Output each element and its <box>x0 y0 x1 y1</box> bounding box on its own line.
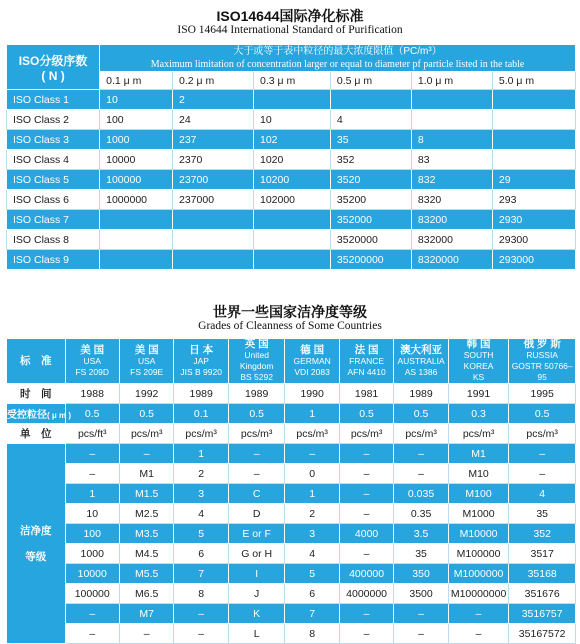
concentration-cell: 2930 <box>492 210 575 230</box>
grade-cell: 10000 <box>65 564 119 584</box>
concentration-cell: 35200000 <box>330 250 411 270</box>
grade-cell: – <box>339 484 393 504</box>
grade-cell: 5 <box>285 564 339 584</box>
particle-row-cell: 1 <box>285 404 339 424</box>
unit-row-cell: pcs/m³ <box>509 424 576 444</box>
grade-cell: M2.5 <box>119 504 173 524</box>
concentration-cell: 8 <box>411 130 492 150</box>
standard-code: BS 5292 <box>240 372 273 382</box>
grade-cell: M1000000 <box>448 564 509 584</box>
standard-code: AFN 4410 <box>347 366 386 377</box>
grade-cell: 7 <box>285 604 339 624</box>
standard-code: VDI 2083 <box>294 366 330 377</box>
concentration-cell: 10 <box>100 90 173 110</box>
grade-cell: – <box>448 604 509 624</box>
grade-cell: – <box>285 444 339 464</box>
grade-cell: – <box>65 444 119 464</box>
country-name: 英 国 <box>244 338 269 350</box>
grade-row <box>7 524 576 544</box>
concentration-cell: 102000 <box>253 190 330 210</box>
unit-row-cell: pcs/m³ <box>285 424 339 444</box>
country-name: 俄 罗 斯 <box>523 338 561 350</box>
grade-cell: 35 <box>394 544 448 564</box>
country-name-en: USA <box>83 355 101 366</box>
concentration-cell <box>100 230 173 250</box>
grade-cell: – <box>65 624 119 644</box>
grade-cell: M4.5 <box>119 544 173 564</box>
grade-label-line2: 等级 <box>25 550 47 563</box>
concentration-cell <box>173 230 254 250</box>
grade-cell: 100 <box>65 524 119 544</box>
concentration-cell: 35200 <box>330 190 411 210</box>
concentration-cell <box>253 230 330 250</box>
grade-cell: J <box>228 584 284 604</box>
grade-cell: M7 <box>119 604 173 624</box>
grade-cell: G or H <box>228 544 284 564</box>
grade-cell: 3.5 <box>394 524 448 544</box>
country-name: 澳大利亚 <box>400 343 443 356</box>
unit-row <box>7 424 576 444</box>
countries-grades-table <box>6 338 576 644</box>
grade-cell: 0.35 <box>394 504 448 524</box>
grade-cell: – <box>65 464 119 484</box>
unit-row-cell: pcs/m³ <box>339 424 393 444</box>
grade-cell: – <box>228 444 284 464</box>
particle-row-cell: 0.5 <box>339 404 393 424</box>
grade-cell: 1 <box>285 484 339 504</box>
country-name-en: RUSSIA <box>526 350 558 360</box>
grade-row <box>7 584 576 604</box>
grade-cell: – <box>228 464 284 484</box>
particle-label-text: 受控粒径 <box>7 410 47 421</box>
grade-cell: M10000 <box>448 524 509 544</box>
particle-row-cell: 0.5 <box>119 404 173 424</box>
iso-class-label: ISO Class 4 <box>7 150 100 170</box>
grade-cell: 7 <box>174 564 228 584</box>
year-row <box>7 384 576 404</box>
unit-row-cell: pcs/ft³ <box>65 424 119 444</box>
concentration-cell: 29 <box>492 170 575 190</box>
particle-size-cell: 0.1 μ m <box>100 72 173 90</box>
grade-cell: 4 <box>174 504 228 524</box>
concentration-cell: 100000 <box>100 170 173 190</box>
concentration-cell <box>492 110 575 130</box>
particle-row <box>7 404 576 424</box>
grade-cell: D <box>228 504 284 524</box>
concentration-cell: 10 <box>253 110 330 130</box>
grade-cell: 351676 <box>509 584 576 604</box>
particle-row-cell: 0.5 <box>394 404 448 424</box>
iso-class-label: ISO Class 9 <box>7 250 100 270</box>
grade-row <box>7 544 576 564</box>
grade-cell: K <box>228 604 284 624</box>
iso-class-row <box>7 190 576 210</box>
particle-unit-text: ( μ m ) <box>47 411 72 420</box>
concentration-cell: 1020 <box>253 150 330 170</box>
grade-cell: – <box>339 604 393 624</box>
grade-cell: 35 <box>509 504 576 524</box>
grade-cell: 0.035 <box>394 484 448 504</box>
concentration-cell: 3520000 <box>330 230 411 250</box>
grade-cell: – <box>174 624 228 644</box>
grade-cell: – <box>119 444 173 464</box>
concentration-cell: 10200 <box>253 170 330 190</box>
unit-row-cell: pcs/m³ <box>228 424 284 444</box>
grade-cell: M10000000 <box>448 584 509 604</box>
concentration-cell: 83 <box>411 150 492 170</box>
iso-class-label: ISO Class 3 <box>7 130 100 150</box>
iso-class-row <box>7 90 576 110</box>
iso-class-row <box>7 170 576 190</box>
grade-cell: 35167572 <box>509 624 576 644</box>
concentration-cell <box>253 210 330 230</box>
year-row-cell: 1989 <box>228 384 284 404</box>
grade-cell: – <box>394 464 448 484</box>
unit-row-cell: pcs/m³ <box>174 424 228 444</box>
grade-cell: – <box>509 444 576 464</box>
grade-row <box>7 564 576 584</box>
country-name: 美 国 <box>80 343 105 356</box>
country-header-cell <box>339 339 393 384</box>
year-row-cell: 1989 <box>394 384 448 404</box>
grade-cell: M1 <box>448 444 509 464</box>
year-row-cell: 1992 <box>119 384 173 404</box>
concentration-cell: 3520 <box>330 170 411 190</box>
grade-cell: – <box>174 604 228 624</box>
concentration-cell: 8320 <box>411 190 492 210</box>
concentration-cell: 2 <box>173 90 254 110</box>
year-row-cell: 1991 <box>448 384 509 404</box>
standard-code: GOSTR 50766–95 <box>511 361 573 382</box>
grade-cell: M6.5 <box>119 584 173 604</box>
iso-class-label: ISO Class 7 <box>7 210 100 230</box>
grade-cell: 4 <box>509 484 576 504</box>
country-header-cell <box>228 339 284 384</box>
table1-title-en: ISO 14644 International Standard of Purification <box>177 24 403 36</box>
unit-row-cell: pcs/m³ <box>448 424 509 444</box>
concentration-cell: 100 <box>100 110 173 130</box>
unit-row-cell: pcs/m³ <box>394 424 448 444</box>
country-name: 德 国 <box>300 343 325 356</box>
particle-size-cell: 0.2 μ m <box>173 72 254 90</box>
grade-cell: – <box>339 444 393 464</box>
concentration-cell: 352000 <box>330 210 411 230</box>
grade-label <box>7 444 66 644</box>
concentration-cell: 102 <box>253 130 330 150</box>
grade-cell: – <box>339 624 393 644</box>
country-name-en: JAP <box>193 355 209 366</box>
year-row-cell: 1990 <box>285 384 339 404</box>
grade-cell: 3 <box>174 484 228 504</box>
grade-cell: 0 <box>285 464 339 484</box>
grade-cell: – <box>339 544 393 564</box>
grade-cell: 2 <box>174 464 228 484</box>
grade-cell: 6 <box>174 544 228 564</box>
grade-cell: – <box>339 464 393 484</box>
concentration-cell: 237000 <box>173 190 254 210</box>
grade-cell: 4 <box>285 544 339 564</box>
grade-cell: – <box>394 444 448 464</box>
grade-label-line1: 洁净度 <box>20 524 52 537</box>
iso-class-row <box>7 130 576 150</box>
grade-row <box>7 484 576 504</box>
year-row-cell: 1989 <box>174 384 228 404</box>
grade-cell: 400000 <box>339 564 393 584</box>
grade-cell: C <box>228 484 284 504</box>
grade-cell: M10 <box>448 464 509 484</box>
standard-code: FS 209E <box>130 366 164 377</box>
concentration-header: 大于或等于表中粒径的最大浓度限值（PC/m³） Maximum limitation of concentration larger or equal to diameter pf particle listed in the table <box>100 45 576 72</box>
concentration-cell <box>173 210 254 230</box>
particle-row-cell: 0.5 <box>228 404 284 424</box>
concentration-cell: 832 <box>411 170 492 190</box>
concentration-cell: 8320000 <box>411 250 492 270</box>
country-name: 法 国 <box>354 343 379 356</box>
concentration-cell: 832000 <box>411 230 492 250</box>
iso-class-row <box>7 210 576 230</box>
concentration-cell: 83200 <box>411 210 492 230</box>
grade-cell: 100000 <box>65 584 119 604</box>
iso-class-label: ISO Class 8 <box>7 230 100 250</box>
concentration-cell: 237 <box>173 130 254 150</box>
table2-title-en: Grades of Cleanness of Some Countries <box>198 320 382 332</box>
country-name: 美 国 <box>134 343 159 356</box>
grade-row <box>7 464 576 484</box>
country-name-en: USA <box>137 355 156 366</box>
concentration-cell: 2370 <box>173 150 254 170</box>
standard-code: AS 1386 <box>404 366 438 377</box>
grade-cell: M100000 <box>448 544 509 564</box>
concentration-cell: 1000000 <box>100 190 173 210</box>
country-name-en: FRANCE <box>349 355 385 366</box>
grade-cell: 10 <box>65 504 119 524</box>
country-header-cell <box>394 339 448 384</box>
country-header-cell <box>285 339 339 384</box>
grade-cell: 6 <box>285 584 339 604</box>
iso-class-row <box>7 250 576 270</box>
iso-class-header: ISO分级序数 ( N ) <box>7 45 100 90</box>
concentration-cell: 352 <box>330 150 411 170</box>
standard-code: JIS B 9920 <box>180 366 222 377</box>
grade-cell: 3500 <box>394 584 448 604</box>
grade-row <box>7 504 576 524</box>
particle-row-cell: 0.5 <box>509 404 576 424</box>
country-name-en: GERMAN <box>293 355 331 366</box>
grade-cell: 5 <box>174 524 228 544</box>
grade-cell: 352 <box>509 524 576 544</box>
concentration-cell <box>100 250 173 270</box>
grade-row <box>7 444 576 464</box>
grade-row <box>7 624 576 644</box>
concentration-cell <box>173 250 254 270</box>
grade-cell: 1 <box>174 444 228 464</box>
country-name-en: SOUTH KOREA <box>463 350 494 371</box>
grade-cell: 35168 <box>509 564 576 584</box>
grade-cell: – <box>394 624 448 644</box>
particle-row-cell: 0.5 <box>65 404 119 424</box>
concentration-cell <box>253 250 330 270</box>
grade-cell: 8 <box>285 624 339 644</box>
grade-cell: M1000 <box>448 504 509 524</box>
concentration-cell <box>100 210 173 230</box>
concentration-cell <box>492 90 575 110</box>
iso-class-row <box>7 150 576 170</box>
iso-class-row <box>7 110 576 130</box>
concentration-cell: 1000 <box>100 130 173 150</box>
unit-row-cell: pcs/m³ <box>119 424 173 444</box>
concentration-cell: 23700 <box>173 170 254 190</box>
grade-cell: M3.5 <box>119 524 173 544</box>
grade-cell: M1 <box>119 464 173 484</box>
grade-cell: 4000 <box>339 524 393 544</box>
grade-cell: E or F <box>228 524 284 544</box>
country-name: 韩 国 <box>466 338 491 350</box>
table2-title-zh: 世界一些国家洁净度等级 <box>213 304 367 320</box>
grade-cell: I <box>228 564 284 584</box>
table1-title-zh: ISO14644国际净化标准 <box>216 8 364 24</box>
concentration-cell: 4 <box>330 110 411 130</box>
grade-cell: 350 <box>394 564 448 584</box>
particle-row-cell: 0.3 <box>448 404 509 424</box>
concentration-cell: 293 <box>492 190 575 210</box>
concentration-cell: 293000 <box>492 250 575 270</box>
country-header-cell <box>509 339 576 384</box>
grade-cell: M1.5 <box>119 484 173 504</box>
particle-size-cell: 0.3 μ m <box>253 72 330 90</box>
country-name: 日 本 <box>189 343 214 356</box>
year-row-cell: 1988 <box>65 384 119 404</box>
concentration-cell <box>492 130 575 150</box>
particle-size-cell: 1.0 μ m <box>411 72 492 90</box>
iso-class-label: ISO Class 5 <box>7 170 100 190</box>
grade-cell: 8 <box>174 584 228 604</box>
iso-class-label: ISO Class 1 <box>7 90 100 110</box>
grade-row <box>7 604 576 624</box>
grade-cell: 2 <box>285 504 339 524</box>
standard-code: KS <box>472 372 485 382</box>
country-name-en: AUSTRALIA <box>397 355 445 366</box>
country-header-cell <box>448 339 509 384</box>
grade-cell: – <box>394 604 448 624</box>
country-name-en: United Kingdom <box>239 350 274 371</box>
concentration-cell <box>411 110 492 130</box>
grade-cell: M100 <box>448 484 509 504</box>
concentration-cell: 35 <box>330 130 411 150</box>
grade-cell: 3516757 <box>509 604 576 624</box>
grade-cell: M5.5 <box>119 564 173 584</box>
year-row-cell: 1995 <box>509 384 576 404</box>
standard-code: FS 209D <box>75 366 109 377</box>
concentration-cell <box>411 90 492 110</box>
grade-cell: 3 <box>285 524 339 544</box>
year-row-label: 时 间 <box>7 384 66 404</box>
year-row-cell: 1981 <box>339 384 393 404</box>
concentration-cell <box>330 90 411 110</box>
grade-cell: – <box>65 604 119 624</box>
iso-class-label: ISO Class 2 <box>7 110 100 130</box>
grade-cell: 3517 <box>509 544 576 564</box>
grade-cell: 4000000 <box>339 584 393 604</box>
grade-cell: 1000 <box>65 544 119 564</box>
iso-class-label: ISO Class 6 <box>7 190 100 210</box>
grade-cell: L <box>228 624 284 644</box>
concentration-cell <box>253 90 330 110</box>
country-header-row <box>7 339 576 384</box>
grade-cell: – <box>448 624 509 644</box>
grade-cell: – <box>509 464 576 484</box>
particle-row-label <box>7 404 72 424</box>
iso-class-row <box>7 230 576 250</box>
concentration-cell: 29300 <box>492 230 575 250</box>
particle-size-cell: 0.5 μ m <box>330 72 411 90</box>
grade-cell: – <box>119 624 173 644</box>
concentration-cell: 24 <box>173 110 254 130</box>
iso-standard-table <box>6 44 576 270</box>
grade-cell: – <box>339 504 393 524</box>
country-header-cell <box>174 339 228 384</box>
concentration-cell: 10000 <box>100 150 173 170</box>
country-header-cell <box>119 339 173 384</box>
particle-row-cell: 0.1 <box>174 404 228 424</box>
country-header-cell <box>65 339 119 384</box>
concentration-cell <box>492 150 575 170</box>
standard-label: 标 准 <box>7 339 66 384</box>
particle-size-cell: 5.0 μ m <box>492 72 575 90</box>
unit-row-label: 单 位 <box>7 424 66 444</box>
grade-cell: 1 <box>65 484 119 504</box>
